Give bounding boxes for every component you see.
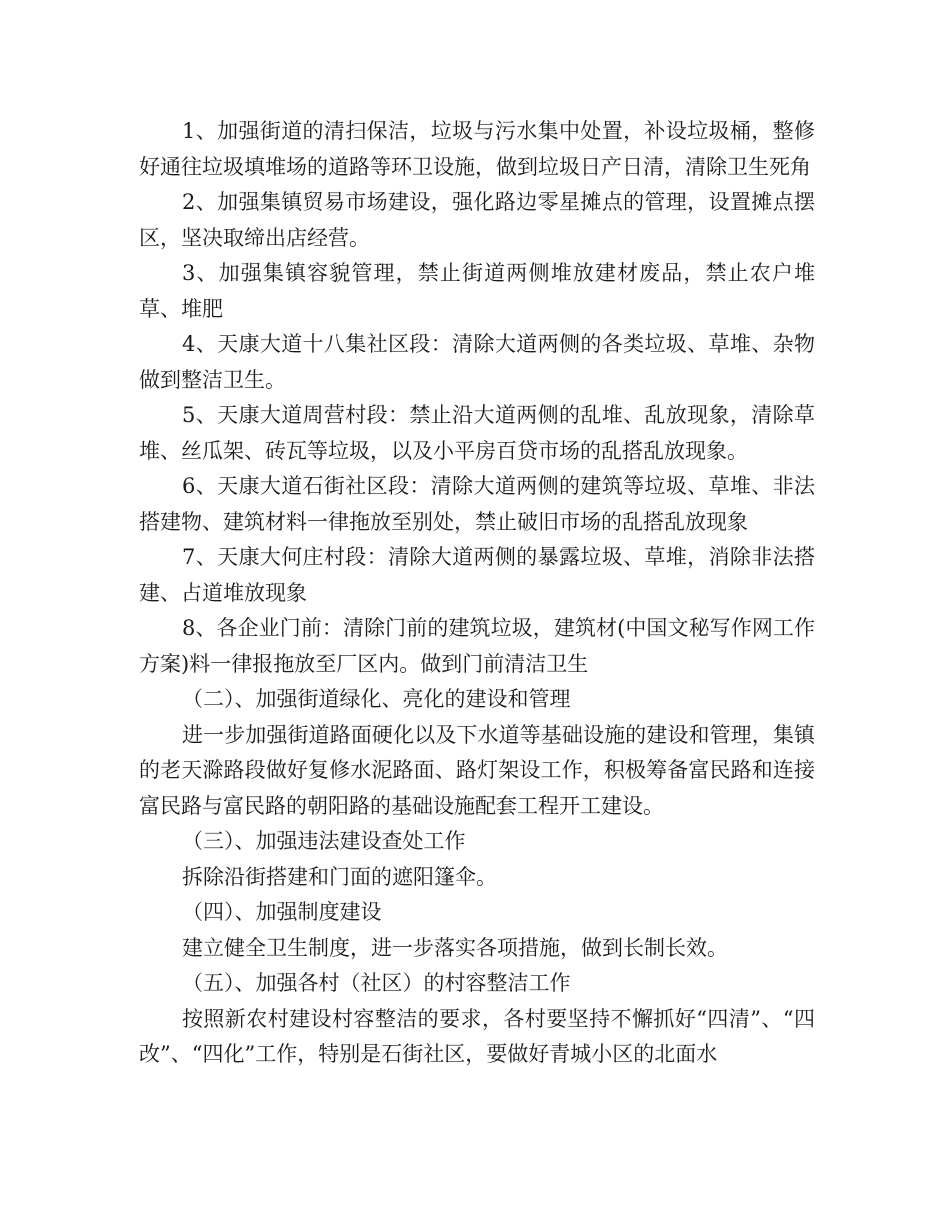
paragraph-item-8: 8、各企业门前：清除门前的建筑垃圾，建筑材(中国文秘写作网工作方案)料一律报拖放至厂区内。做到门前清洁卫生 <box>139 616 815 676</box>
paragraph-greening: 进一步加强街道路面硬化以及下水道等基础设施的建设和管理，集镇的老天滁路段做好复修水泥路面、路灯架设工作，积极筹备富民路和连接富民路与富民路的朝阳路的基础设施配套工程开工建设。 <box>139 722 815 818</box>
paragraph-item-3: 3、加强集镇容貌管理，禁止街道两侧堆放建材废品，禁止农户堆草、堆肥 <box>139 261 815 321</box>
paragraph-item-6: 6、天康大道石街社区段：清除大道两侧的建筑等垃圾、草堆、非法搭建物、建筑材料一律拖放至别处，禁止破旧市场的乱搭乱放现象 <box>139 474 815 534</box>
section-heading-3: （三）、加强违法建设查处工作 <box>182 829 466 853</box>
paragraph-item-7: 7、天康大何庄村段：清除大道两侧的暴露垃圾、草堆，消除非法搭建、占道堆放现象 <box>139 545 815 605</box>
paragraph-system: 建立健全卫生制度，进一步落实各项措施，做到长制长效。 <box>182 935 728 960</box>
paragraph-illegal-construction: 拆除沿街搭建和门面的遮阳篷伞。 <box>182 864 497 889</box>
section-heading-5: （五）、加强各村（社区）的村容整洁工作 <box>182 971 571 995</box>
paragraph-item-1: 1、加强街道的清扫保洁，垃圾与污水集中处置，补设垃圾桶，整修好通往垃圾填堆场的道路等环卫设施，做到垃圾日产日清，清除卫生死角 <box>139 119 815 179</box>
paragraph-village: 按照新农村建设村容整洁的要求，各村要坚持不懈抓好“四清”、“四改”、“四化”工作，特别是石街社区，要做好青城小区的北面水 <box>139 1006 815 1066</box>
paragraph-item-2: 2、加强集镇贸易市场建设，强化路边零星摊点的管理，设置摊点摆区，坚决取缔出店经营。 <box>139 190 815 250</box>
paragraph-item-5: 5、天康大道周营村段：禁止沿大道两侧的乱堆、乱放现象，清除草堆、丝瓜架、砖瓦等垃圾，以及小平房百贷市场的乱搭乱放现象。 <box>139 403 815 463</box>
section-heading-2: （二）、加强街道绿化、亮化的建设和管理 <box>182 687 571 711</box>
document-body <box>139 114 815 1073</box>
paragraph-item-4: 4、天康大道十八集社区段：清除大道两侧的各类垃圾、草堆、杂物做到整洁卫生。 <box>139 332 815 392</box>
section-heading-4: （四）、加强制度建设 <box>182 900 382 924</box>
